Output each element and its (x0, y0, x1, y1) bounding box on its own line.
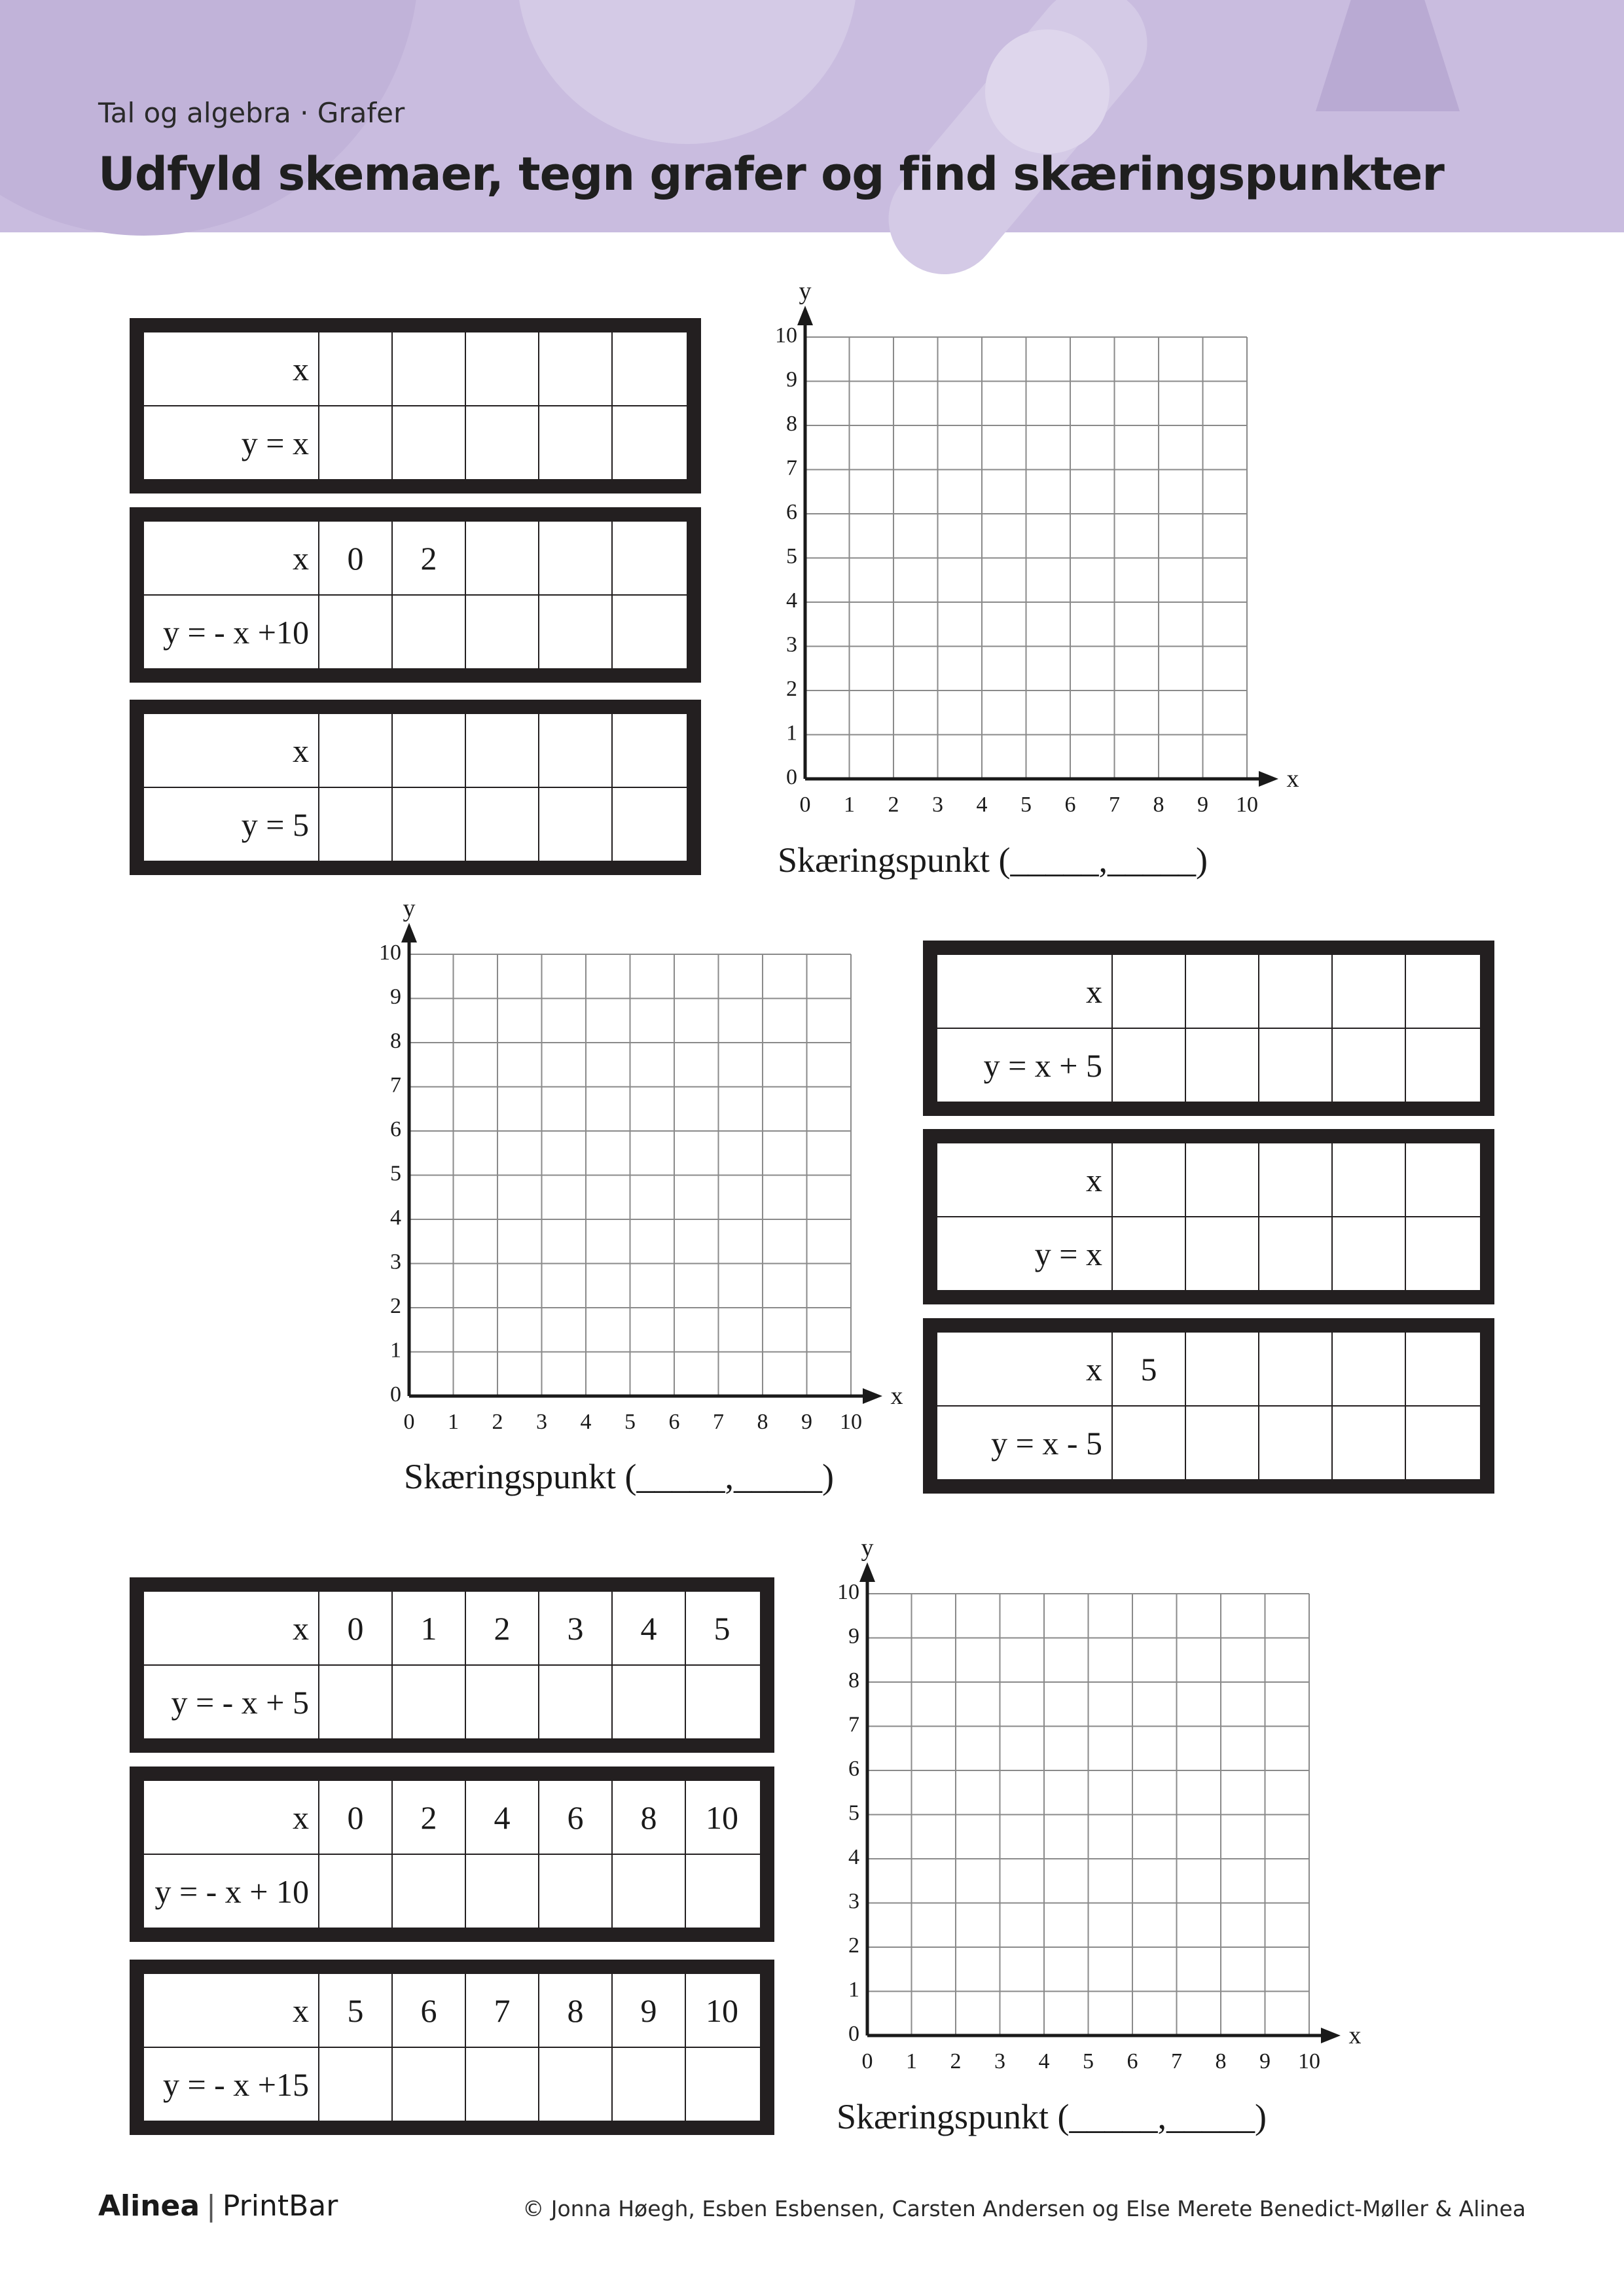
x-label: x (293, 732, 309, 769)
x-axis-arrow-icon (863, 1388, 882, 1404)
y-cell[interactable] (611, 2048, 685, 2121)
x-cell[interactable] (318, 714, 391, 787)
y-tick-label: 7 (848, 1712, 859, 1737)
x-tick-label: 1 (448, 1410, 459, 1434)
x-tick-label: 9 (1259, 2049, 1271, 2073)
y-tick-label: 5 (390, 1161, 401, 1186)
y-cell[interactable] (1111, 1029, 1185, 1102)
x-label: x (1086, 1350, 1102, 1388)
x-cell[interactable]: 8 (611, 1781, 685, 1854)
x-axis-arrow-icon (1259, 771, 1278, 787)
x-row (144, 714, 687, 787)
y-cell[interactable] (1331, 1029, 1405, 1102)
equation-label: y = x (241, 424, 309, 461)
x-cell[interactable] (1331, 1143, 1405, 1216)
x-row (144, 1592, 760, 1664)
y-cell[interactable] (1185, 1407, 1258, 1479)
value-table-6 (923, 1318, 1494, 1494)
y-tick-label: 2 (848, 1933, 859, 1958)
y-tick-label: 9 (786, 367, 797, 392)
value-table-8 (130, 1767, 774, 1942)
value-table-7 (130, 1577, 774, 1753)
y-cell[interactable] (318, 788, 391, 861)
y-tick-label: 1 (848, 1977, 859, 2002)
header-banner (0, 0, 1624, 232)
x-row (144, 1781, 760, 1854)
x-tick-label: 3 (994, 2049, 1005, 2073)
x-label: x (293, 1992, 309, 2029)
y-cell[interactable] (318, 406, 391, 479)
copyright: © Jonna Høegh, Esben Esbensen, Carsten Andersen og Else Merete Benedict-Møller & Alinea (522, 2196, 1526, 2221)
x-row (937, 1143, 1480, 1216)
x-cell[interactable]: 9 (611, 1974, 685, 2047)
x-label: x (293, 1799, 309, 1836)
y-tick-label: 6 (848, 1757, 859, 1781)
y-cell[interactable] (391, 1666, 465, 1738)
x-axis-label: x (890, 1382, 903, 1410)
y-tick-label: 0 (848, 2022, 859, 2046)
value-table-9 (130, 1960, 774, 2135)
x-cell[interactable]: 0 (318, 522, 391, 594)
x-cell[interactable] (391, 332, 465, 405)
y-tick-label: 0 (390, 1382, 401, 1407)
x-label: x (1086, 973, 1102, 1010)
x-tick-label: 8 (757, 1410, 768, 1434)
value-table-2 (130, 507, 701, 683)
x-label: x (293, 350, 309, 387)
y-cell[interactable] (611, 788, 685, 861)
x-cell[interactable]: 7 (465, 1974, 538, 2047)
y-cell[interactable] (538, 406, 611, 479)
y-cell[interactable] (611, 1666, 685, 1738)
intersection-answer-2[interactable]: Skæringspunkt (_____,_____) (404, 1457, 835, 1496)
x-cell[interactable]: 0 (318, 1781, 391, 1854)
x-row (144, 1974, 760, 2047)
value-table-3 (130, 700, 701, 875)
x-axis-label: x (1286, 765, 1299, 793)
y-axis-arrow-icon (797, 306, 813, 325)
x-axis-label: x (1348, 2022, 1362, 2049)
x-cell[interactable] (538, 522, 611, 594)
x-tick-label: 8 (1153, 793, 1164, 817)
y-axis-arrow-icon (859, 1562, 875, 1582)
x-label: x (293, 539, 309, 577)
y-cell[interactable] (611, 596, 685, 668)
y-tick-label: 0 (786, 765, 797, 789)
y-cell[interactable] (685, 1855, 758, 1928)
x-cell[interactable] (1111, 955, 1185, 1028)
x-cell[interactable] (465, 714, 538, 787)
x-cell[interactable] (1405, 955, 1478, 1028)
y-cell[interactable] (1331, 1407, 1405, 1479)
y-cell[interactable] (1258, 1217, 1331, 1290)
brand-name: Alinea (98, 2189, 200, 2223)
x-cell[interactable]: 5 (1111, 1333, 1185, 1405)
y-row (144, 594, 687, 668)
y-tick-label: 1 (390, 1338, 401, 1363)
x-tick-label: 0 (861, 2049, 873, 2073)
y-row (937, 1028, 1480, 1102)
x-cell[interactable]: 6 (391, 1974, 465, 2047)
y-cell[interactable] (611, 406, 685, 479)
x-tick-label: 3 (536, 1410, 547, 1434)
x-cell[interactable] (1111, 1143, 1185, 1216)
x-tick-label: 10 (1298, 2049, 1320, 2073)
x-cell[interactable] (1331, 955, 1405, 1028)
y-tick-label: 8 (848, 1668, 859, 1693)
y-tick-label: 9 (390, 984, 401, 1009)
x-cell[interactable]: 10 (685, 1974, 758, 2047)
x-row (144, 522, 687, 594)
x-cell[interactable] (611, 714, 685, 787)
x-row (937, 955, 1480, 1028)
equation-label: y = - x + 5 (171, 1683, 309, 1721)
y-tick-label: 10 (775, 323, 797, 348)
intersection-answer-3[interactable]: Skæringspunkt (_____,_____) (837, 2097, 1267, 2136)
y-cell[interactable] (318, 1855, 391, 1928)
x-cell[interactable] (538, 714, 611, 787)
x-tick-label: 0 (799, 793, 811, 817)
x-cell[interactable] (1185, 955, 1258, 1028)
y-cell[interactable] (465, 1666, 538, 1738)
y-axis-label: y (403, 895, 416, 922)
equation-label: y = x (1034, 1235, 1102, 1272)
x-tick-label: 6 (668, 1410, 680, 1434)
y-cell[interactable] (538, 1855, 611, 1928)
y-row (144, 787, 687, 861)
x-tick-label: 7 (1109, 793, 1120, 817)
x-cell[interactable] (465, 522, 538, 594)
y-tick-label: 4 (848, 1845, 859, 1869)
y-tick-label: 3 (848, 1889, 859, 1914)
x-cell[interactable] (1185, 1333, 1258, 1405)
y-row (144, 1664, 760, 1738)
y-tick-label: 10 (379, 941, 401, 965)
y-tick-label: 9 (848, 1624, 859, 1649)
y-cell[interactable] (391, 596, 465, 668)
x-cell[interactable]: 4 (465, 1781, 538, 1854)
coordinate-grid-2[interactable] (363, 895, 903, 1458)
x-tick-label: 7 (1171, 2049, 1182, 2073)
y-cell[interactable] (1405, 1407, 1478, 1479)
value-table-1 (130, 318, 701, 493)
footer-logo: Alinea | PrintBar (98, 2189, 338, 2223)
x-tick-label: 4 (1038, 2049, 1050, 2073)
intersection-answer-1[interactable]: Skæringspunkt (_____,_____) (778, 840, 1208, 880)
x-cell[interactable]: 10 (685, 1781, 758, 1854)
y-tick-label: 4 (390, 1206, 401, 1230)
y-cell[interactable] (391, 1855, 465, 1928)
y-cell[interactable] (465, 788, 538, 861)
y-cell[interactable] (1405, 1029, 1478, 1102)
page-title: Udfyld skemaer, tegn grafer og find skæringspunkter (98, 147, 1444, 201)
x-cell[interactable] (538, 332, 611, 405)
x-tick-label: 1 (844, 793, 855, 817)
y-row (937, 1405, 1480, 1479)
x-cell[interactable] (1258, 1333, 1331, 1405)
y-tick-label: 2 (390, 1294, 401, 1318)
y-row (937, 1216, 1480, 1290)
y-row (144, 405, 687, 479)
x-cell[interactable]: 2 (465, 1592, 538, 1664)
y-tick-label: 8 (390, 1029, 401, 1053)
y-tick-label: 5 (848, 1801, 859, 1825)
y-cell[interactable] (1258, 1029, 1331, 1102)
x-cell[interactable]: 5 (318, 1974, 391, 2047)
y-tick-label: 7 (786, 456, 797, 480)
y-tick-label: 6 (786, 500, 797, 524)
x-cell[interactable]: 8 (538, 1974, 611, 2047)
x-tick-label: 8 (1215, 2049, 1227, 2073)
x-label: x (293, 1609, 309, 1647)
coordinate-grid-3[interactable] (821, 1534, 1362, 2098)
x-tick-label: 6 (1064, 793, 1076, 817)
x-label: x (1086, 1161, 1102, 1198)
x-row (937, 1333, 1480, 1405)
x-tick-label: 5 (1020, 793, 1032, 817)
y-cell[interactable] (465, 2048, 538, 2121)
y-cell[interactable] (538, 596, 611, 668)
y-cell[interactable] (1111, 1407, 1185, 1479)
y-axis-label: y (861, 1534, 874, 1562)
x-tick-label: 4 (580, 1410, 592, 1434)
x-tick-label: 2 (950, 2049, 962, 2073)
y-cell[interactable] (1258, 1407, 1331, 1479)
equation-label: y = - x +10 (162, 613, 309, 651)
y-tick-label: 1 (786, 721, 797, 745)
y-cell[interactable] (1405, 1217, 1478, 1290)
y-cell[interactable] (465, 596, 538, 668)
y-cell[interactable] (391, 406, 465, 479)
y-tick-label: 3 (786, 632, 797, 657)
x-tick-label: 5 (624, 1410, 636, 1434)
x-cell[interactable] (318, 332, 391, 405)
equation-label: y = - x +15 (162, 2066, 309, 2103)
equation-label: y = - x + 10 (154, 1873, 309, 1910)
x-tick-label: 5 (1083, 2049, 1094, 2073)
y-cell[interactable] (611, 1855, 685, 1928)
x-cell[interactable] (391, 714, 465, 787)
x-cell[interactable] (1331, 1333, 1405, 1405)
y-cell[interactable] (1111, 1217, 1185, 1290)
x-tick-label: 7 (713, 1410, 724, 1434)
y-cell[interactable] (465, 406, 538, 479)
y-axis-label: y (799, 278, 812, 305)
y-tick-label: 10 (837, 1580, 859, 1604)
y-row (144, 1854, 760, 1928)
y-tick-label: 4 (786, 588, 797, 613)
x-cell[interactable] (611, 522, 685, 594)
y-tick-label: 2 (786, 677, 797, 701)
y-cell[interactable] (465, 1855, 538, 1928)
x-cell[interactable] (1405, 1333, 1478, 1405)
y-cell[interactable] (391, 2048, 465, 2121)
x-cell[interactable] (1258, 955, 1331, 1028)
y-cell[interactable] (391, 788, 465, 861)
x-tick-label: 6 (1127, 2049, 1138, 2073)
x-tick-label: 3 (932, 793, 943, 817)
y-cell[interactable] (538, 1666, 611, 1738)
equation-label: y = 5 (241, 806, 309, 843)
y-row (144, 2047, 760, 2121)
x-cell[interactable] (1405, 1143, 1478, 1216)
y-cell[interactable] (538, 2048, 611, 2121)
x-cell[interactable]: 3 (538, 1592, 611, 1664)
value-table-4 (923, 941, 1494, 1116)
y-tick-label: 7 (390, 1073, 401, 1098)
y-cell[interactable] (318, 1666, 391, 1738)
coordinate-grid-1[interactable] (759, 278, 1299, 841)
x-cell[interactable] (1185, 1143, 1258, 1216)
x-tick-label: 4 (976, 793, 988, 817)
breadcrumb: Tal og algebra · Grafer (98, 97, 405, 129)
y-tick-label: 3 (390, 1249, 401, 1274)
equation-label: y = x + 5 (983, 1047, 1102, 1084)
y-cell[interactable] (685, 1666, 758, 1738)
y-cell[interactable] (685, 2048, 758, 2121)
x-tick-label: 0 (403, 1410, 415, 1434)
value-table-5 (923, 1129, 1494, 1304)
x-cell[interactable] (1258, 1143, 1331, 1216)
x-tick-label: 10 (1236, 793, 1258, 817)
y-tick-label: 5 (786, 544, 797, 569)
y-cell[interactable] (1331, 1217, 1405, 1290)
y-tick-label: 8 (786, 412, 797, 436)
y-axis-arrow-icon (401, 923, 417, 942)
x-tick-label: 9 (801, 1410, 812, 1434)
x-cell[interactable]: 6 (538, 1781, 611, 1854)
y-cell[interactable] (318, 2048, 391, 2121)
x-cell[interactable]: 5 (685, 1592, 758, 1664)
x-tick-label: 1 (906, 2049, 917, 2073)
y-cell[interactable] (318, 596, 391, 668)
x-cell[interactable] (465, 332, 538, 405)
y-tick-label: 6 (390, 1117, 401, 1141)
x-cell[interactable]: 0 (318, 1592, 391, 1664)
x-axis-arrow-icon (1321, 2028, 1341, 2043)
y-cell[interactable] (1185, 1029, 1258, 1102)
x-row (144, 332, 687, 405)
x-cell[interactable]: 1 (391, 1592, 465, 1664)
y-cell[interactable] (538, 788, 611, 861)
x-tick-label: 9 (1197, 793, 1208, 817)
x-cell[interactable]: 2 (391, 1781, 465, 1854)
x-cell[interactable]: 2 (391, 522, 465, 594)
x-tick-label: 2 (492, 1410, 503, 1434)
product-name: PrintBar (222, 2189, 338, 2223)
x-cell[interactable]: 4 (611, 1592, 685, 1664)
y-cell[interactable] (1185, 1217, 1258, 1290)
x-cell[interactable] (611, 332, 685, 405)
equation-label: y = x - 5 (991, 1424, 1102, 1462)
x-tick-label: 10 (840, 1410, 862, 1434)
x-tick-label: 2 (888, 793, 899, 817)
